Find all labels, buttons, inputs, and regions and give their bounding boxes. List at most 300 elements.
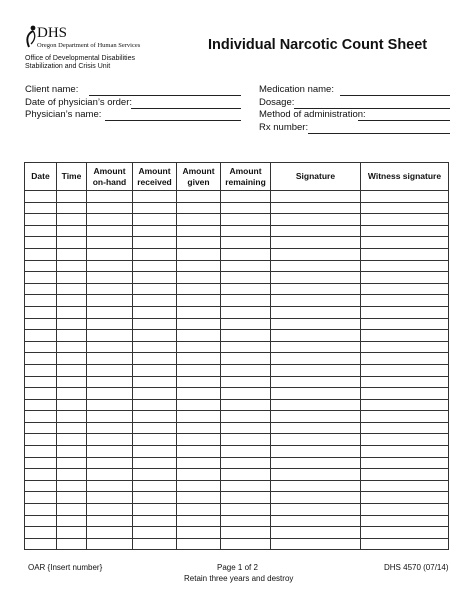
header-amount-on-hand-text: Amount on-hand [92, 165, 127, 187]
table-cell[interactable] [221, 330, 271, 342]
table-cell[interactable] [271, 388, 361, 400]
table-cell[interactable] [133, 364, 177, 376]
table-cell[interactable] [87, 457, 133, 469]
medication-name-label: Medication name: [259, 84, 334, 95]
table-cell[interactable] [271, 434, 361, 446]
table-cell[interactable] [177, 295, 221, 307]
table-cell[interactable] [361, 480, 449, 492]
table-cell[interactable] [133, 434, 177, 446]
table-cell[interactable] [177, 364, 221, 376]
header-time: Time [57, 163, 87, 191]
table-cell[interactable] [361, 457, 449, 469]
table-cell[interactable] [57, 527, 87, 539]
table-cell[interactable] [25, 295, 57, 307]
table-cell[interactable] [361, 237, 449, 249]
table-row [25, 214, 449, 226]
table-cell[interactable] [271, 480, 361, 492]
table-cell[interactable] [271, 399, 361, 411]
table-cell[interactable] [177, 434, 221, 446]
table-cell[interactable] [25, 376, 57, 388]
client-name-field[interactable] [89, 95, 241, 96]
table-cell[interactable] [25, 341, 57, 353]
table-row [25, 191, 449, 203]
table-cell[interactable] [221, 515, 271, 527]
table-cell[interactable] [221, 388, 271, 400]
table-cell[interactable] [177, 214, 221, 226]
table-cell[interactable] [87, 376, 133, 388]
table-cell[interactable] [271, 446, 361, 458]
table-cell[interactable] [87, 272, 133, 284]
table-cell[interactable] [87, 341, 133, 353]
table-cell[interactable] [271, 318, 361, 330]
table-cell[interactable] [57, 295, 87, 307]
table-cell[interactable] [361, 446, 449, 458]
header-amount-remaining-text: Amount remaining [225, 165, 266, 187]
table-cell[interactable] [87, 504, 133, 516]
table-cell[interactable] [271, 225, 361, 237]
table-cell[interactable] [177, 330, 221, 342]
table-cell[interactable] [177, 492, 221, 504]
table-cell[interactable] [57, 457, 87, 469]
table-cell[interactable] [221, 248, 271, 260]
table-cell[interactable] [133, 422, 177, 434]
table-row [25, 469, 449, 481]
table-cell[interactable] [87, 260, 133, 272]
table-cell[interactable] [221, 306, 271, 318]
table-cell[interactable] [271, 422, 361, 434]
table-cell[interactable] [271, 376, 361, 388]
table-cell[interactable] [133, 202, 177, 214]
table-cell[interactable] [271, 411, 361, 423]
table-cell[interactable] [57, 388, 87, 400]
table-body [25, 191, 449, 550]
table-cell[interactable] [177, 353, 221, 365]
logo-department: Oregon Department of Human Services [37, 42, 141, 49]
table-cell[interactable] [177, 202, 221, 214]
table-cell[interactable] [221, 538, 271, 550]
table-cell[interactable] [87, 318, 133, 330]
table-cell[interactable] [133, 330, 177, 342]
table-cell[interactable] [57, 515, 87, 527]
table-cell[interactable] [177, 191, 221, 203]
table-cell[interactable] [25, 492, 57, 504]
table-cell[interactable] [133, 376, 177, 388]
table-cell[interactable] [361, 295, 449, 307]
table-cell[interactable] [221, 341, 271, 353]
table-cell[interactable] [177, 306, 221, 318]
table-cell[interactable] [177, 411, 221, 423]
footer-form-number: DHS 4570 (07/14) [384, 563, 449, 572]
table-cell[interactable] [25, 202, 57, 214]
table-cell[interactable] [221, 353, 271, 365]
header-amount-remaining [221, 163, 271, 191]
table-row [25, 318, 449, 330]
table-cell[interactable] [361, 527, 449, 539]
table-cell[interactable] [25, 515, 57, 527]
table-cell[interactable] [221, 480, 271, 492]
table-cell[interactable] [87, 295, 133, 307]
table-cell[interactable] [133, 388, 177, 400]
table-row [25, 248, 449, 260]
table-cell[interactable] [25, 214, 57, 226]
table-cell[interactable] [87, 330, 133, 342]
table-cell[interactable] [177, 318, 221, 330]
table-cell[interactable] [361, 191, 449, 203]
table-row [25, 364, 449, 376]
table-cell[interactable] [361, 411, 449, 423]
table-row [25, 446, 449, 458]
table-cell[interactable] [361, 538, 449, 550]
table-cell[interactable] [87, 225, 133, 237]
table-cell[interactable] [177, 260, 221, 272]
table-cell[interactable] [361, 353, 449, 365]
table-cell[interactable] [57, 480, 87, 492]
table-cell[interactable] [25, 399, 57, 411]
table-cell[interactable] [177, 422, 221, 434]
table-cell[interactable] [361, 272, 449, 284]
table-cell[interactable] [87, 480, 133, 492]
table-cell[interactable] [57, 341, 87, 353]
table-cell[interactable] [133, 538, 177, 550]
table-cell[interactable] [361, 214, 449, 226]
date-of-order-field[interactable] [131, 108, 241, 109]
medication-name-field[interactable] [340, 95, 450, 96]
table-cell[interactable] [361, 318, 449, 330]
table-cell[interactable] [57, 469, 87, 481]
table-cell[interactable] [87, 434, 133, 446]
table-cell[interactable] [87, 469, 133, 481]
table-row [25, 260, 449, 272]
table-cell[interactable] [133, 283, 177, 295]
table-cell[interactable] [177, 237, 221, 249]
table-cell[interactable] [57, 538, 87, 550]
table-cell[interactable] [221, 225, 271, 237]
table-cell[interactable] [177, 457, 221, 469]
table-cell[interactable] [57, 191, 87, 203]
table-cell[interactable] [221, 457, 271, 469]
footer-page-number: Page 1 of 2 [217, 563, 258, 572]
table-cell[interactable] [57, 202, 87, 214]
table-cell[interactable] [361, 306, 449, 318]
table-cell[interactable] [221, 237, 271, 249]
table-cell[interactable] [221, 527, 271, 539]
header-amount-received-text: Amount received [137, 165, 172, 187]
table-cell[interactable] [271, 353, 361, 365]
table-cell[interactable] [221, 191, 271, 203]
table-cell[interactable] [25, 272, 57, 284]
table-cell[interactable] [177, 225, 221, 237]
table-cell[interactable] [271, 272, 361, 284]
table-cell[interactable] [57, 492, 87, 504]
table-cell[interactable] [57, 376, 87, 388]
table-cell[interactable] [177, 399, 221, 411]
office-line-1: Office of Developmental Disabilities [25, 55, 135, 62]
rx-number-field[interactable] [308, 133, 450, 134]
table-cell[interactable] [25, 538, 57, 550]
table-cell[interactable] [57, 214, 87, 226]
table-row [25, 422, 449, 434]
table-cell[interactable] [133, 214, 177, 226]
table-cell[interactable] [133, 225, 177, 237]
table-cell[interactable] [57, 306, 87, 318]
table-cell[interactable] [87, 202, 133, 214]
table-cell[interactable] [177, 527, 221, 539]
table-cell[interactable] [177, 504, 221, 516]
table-cell[interactable] [25, 330, 57, 342]
table-cell[interactable] [25, 388, 57, 400]
table-cell[interactable] [221, 272, 271, 284]
table-cell[interactable] [177, 376, 221, 388]
table-cell[interactable] [271, 457, 361, 469]
table-cell[interactable] [271, 527, 361, 539]
table-cell[interactable] [271, 191, 361, 203]
table-cell[interactable] [25, 504, 57, 516]
table-cell[interactable] [133, 353, 177, 365]
table-cell[interactable] [221, 364, 271, 376]
office-line-2: Stabilization and Crisis Unit [25, 63, 111, 70]
table-cell[interactable] [133, 237, 177, 249]
header-amount-given-text: Amount given [182, 165, 215, 187]
table-cell[interactable] [221, 434, 271, 446]
table-cell[interactable] [177, 248, 221, 260]
table-cell[interactable] [57, 364, 87, 376]
table-row [25, 272, 449, 284]
table-cell[interactable] [221, 446, 271, 458]
table-row [25, 480, 449, 492]
table-cell[interactable] [177, 480, 221, 492]
table-row [25, 225, 449, 237]
table-cell[interactable] [87, 248, 133, 260]
table-cell[interactable] [133, 191, 177, 203]
table-cell[interactable] [57, 446, 87, 458]
table-cell[interactable] [361, 341, 449, 353]
table-cell[interactable] [133, 318, 177, 330]
date-of-order-label: Date of physician’s order: [25, 97, 133, 108]
table-cell[interactable] [221, 399, 271, 411]
table-cell[interactable] [133, 480, 177, 492]
table-row [25, 515, 449, 527]
table-row [25, 353, 449, 365]
method-field[interactable] [358, 120, 450, 121]
table-cell[interactable] [87, 446, 133, 458]
table-cell[interactable] [361, 434, 449, 446]
table-cell[interactable] [271, 469, 361, 481]
table-cell[interactable] [133, 295, 177, 307]
header-date: Date [25, 163, 57, 191]
table-cell[interactable] [57, 318, 87, 330]
table-cell[interactable] [271, 364, 361, 376]
table-cell[interactable] [57, 504, 87, 516]
table-cell[interactable] [177, 283, 221, 295]
table-cell[interactable] [221, 214, 271, 226]
table-cell[interactable] [361, 399, 449, 411]
table-cell[interactable] [133, 248, 177, 260]
client-name-label: Client name: [25, 84, 79, 95]
table-cell[interactable] [221, 260, 271, 272]
table-cell[interactable] [221, 295, 271, 307]
table-row [25, 306, 449, 318]
table-cell[interactable] [221, 283, 271, 295]
table-row [25, 376, 449, 388]
table-cell[interactable] [87, 283, 133, 295]
table-cell[interactable] [177, 446, 221, 458]
table-cell[interactable] [133, 272, 177, 284]
footer-retention: Retain three years and destroy [184, 574, 294, 583]
table-cell[interactable] [87, 515, 133, 527]
table-cell[interactable] [221, 318, 271, 330]
table-cell[interactable] [271, 260, 361, 272]
table-cell[interactable] [271, 237, 361, 249]
table-cell[interactable] [25, 225, 57, 237]
table-cell[interactable] [25, 283, 57, 295]
table-cell[interactable] [57, 272, 87, 284]
table-cell[interactable] [25, 237, 57, 249]
header-witness-signature: Witness signature [361, 163, 449, 191]
table-row [25, 283, 449, 295]
table-cell[interactable] [25, 422, 57, 434]
table-cell[interactable] [361, 202, 449, 214]
table-cell[interactable] [177, 341, 221, 353]
table-cell[interactable] [271, 283, 361, 295]
table-cell[interactable] [57, 411, 87, 423]
table-cell[interactable] [361, 388, 449, 400]
logo-name: DHS [37, 25, 68, 41]
table-cell[interactable] [87, 237, 133, 249]
table-cell[interactable] [87, 422, 133, 434]
table-cell[interactable] [271, 341, 361, 353]
table-cell[interactable] [221, 376, 271, 388]
table-cell[interactable] [361, 504, 449, 516]
table-cell[interactable] [271, 214, 361, 226]
table-cell[interactable] [57, 353, 87, 365]
table-cell[interactable] [271, 202, 361, 214]
table-cell[interactable] [87, 399, 133, 411]
table-cell[interactable] [221, 202, 271, 214]
table-cell[interactable] [361, 283, 449, 295]
table-cell[interactable] [133, 504, 177, 516]
table-row [25, 492, 449, 504]
table-cell[interactable] [25, 306, 57, 318]
table-cell[interactable] [57, 237, 87, 249]
table-cell[interactable] [57, 399, 87, 411]
table-cell[interactable] [133, 515, 177, 527]
table-cell[interactable] [271, 330, 361, 342]
table-cell[interactable] [25, 191, 57, 203]
table-row [25, 538, 449, 550]
table-cell[interactable] [87, 191, 133, 203]
table-cell[interactable] [133, 457, 177, 469]
table-cell[interactable] [25, 260, 57, 272]
table-cell[interactable] [361, 260, 449, 272]
table-row [25, 341, 449, 353]
table-cell[interactable] [361, 492, 449, 504]
table-cell[interactable] [25, 527, 57, 539]
table-cell[interactable] [87, 527, 133, 539]
table-cell[interactable] [133, 492, 177, 504]
table-cell[interactable] [177, 538, 221, 550]
table-cell[interactable] [87, 411, 133, 423]
table-cell[interactable] [87, 364, 133, 376]
table-cell[interactable] [87, 353, 133, 365]
table-cell[interactable] [271, 504, 361, 516]
table-cell[interactable] [361, 248, 449, 260]
table-cell[interactable] [25, 446, 57, 458]
table-cell[interactable] [25, 411, 57, 423]
table-cell[interactable] [87, 306, 133, 318]
table-cell[interactable] [57, 330, 87, 342]
dosage-label: Dosage: [259, 97, 295, 108]
table-row [25, 504, 449, 516]
table-cell[interactable] [177, 515, 221, 527]
table-cell[interactable] [221, 422, 271, 434]
table-header-row [25, 163, 449, 191]
table-cell[interactable] [361, 225, 449, 237]
table-cell[interactable] [361, 469, 449, 481]
table-cell[interactable] [361, 376, 449, 388]
table-cell[interactable] [25, 457, 57, 469]
table-cell[interactable] [25, 434, 57, 446]
table-cell[interactable] [271, 306, 361, 318]
table-cell[interactable] [57, 260, 87, 272]
table-cell[interactable] [221, 411, 271, 423]
footer-form-ref: OAR {Insert number} [28, 563, 103, 572]
table-cell[interactable] [361, 515, 449, 527]
table-cell[interactable] [57, 422, 87, 434]
table-cell[interactable] [271, 295, 361, 307]
table-cell[interactable] [25, 318, 57, 330]
table-cell[interactable] [177, 388, 221, 400]
table-cell[interactable] [133, 341, 177, 353]
table-cell[interactable] [361, 422, 449, 434]
table-cell[interactable] [361, 364, 449, 376]
table-cell[interactable] [25, 248, 57, 260]
table-cell[interactable] [271, 538, 361, 550]
table-cell[interactable] [57, 248, 87, 260]
table-cell[interactable] [57, 225, 87, 237]
table-cell[interactable] [57, 434, 87, 446]
table-cell[interactable] [87, 388, 133, 400]
table-cell[interactable] [361, 330, 449, 342]
table-cell[interactable] [25, 364, 57, 376]
table-cell[interactable] [133, 411, 177, 423]
table-cell[interactable] [177, 272, 221, 284]
table-cell[interactable] [133, 306, 177, 318]
table-cell[interactable] [25, 480, 57, 492]
table-cell[interactable] [177, 469, 221, 481]
table-cell[interactable] [133, 469, 177, 481]
table-cell[interactable] [25, 469, 57, 481]
table-row [25, 399, 449, 411]
table-cell[interactable] [133, 260, 177, 272]
header-amount-given [177, 163, 221, 191]
table-cell[interactable] [133, 399, 177, 411]
table-cell[interactable] [133, 446, 177, 458]
table-cell[interactable] [221, 469, 271, 481]
table-cell[interactable] [271, 248, 361, 260]
table-cell[interactable] [87, 214, 133, 226]
dhs-logo-icon [24, 25, 38, 49]
table-cell[interactable] [221, 504, 271, 516]
table-cell[interactable] [133, 527, 177, 539]
table-cell[interactable] [25, 353, 57, 365]
table-cell[interactable] [271, 492, 361, 504]
table-cell[interactable] [57, 283, 87, 295]
table-cell[interactable] [271, 515, 361, 527]
table-cell[interactable] [87, 492, 133, 504]
table-cell[interactable] [221, 492, 271, 504]
physician-name-field[interactable] [105, 120, 241, 121]
table-cell[interactable] [87, 538, 133, 550]
